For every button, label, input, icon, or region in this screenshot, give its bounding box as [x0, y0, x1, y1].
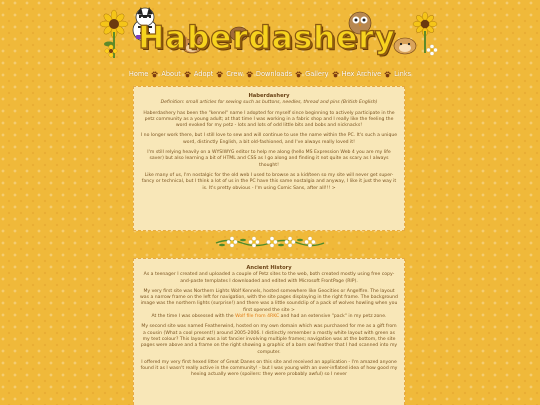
wolf-file-link[interactable]: Wolf file from 4RKC — [235, 314, 280, 320]
site-header — [0, 0, 540, 64]
daisy-divider — [214, 234, 326, 250]
site-title: Haberdashery — [138, 20, 396, 56]
nav-item-gallery[interactable]: Gallery — [305, 70, 329, 78]
paw-icon — [184, 71, 191, 78]
history-paragraph: As a teenager I created and uploaded a couple of Petz sites to the web, both created mostly using free copy-and-paste templates I downloaded and edited with Microsoft FrontPage (RIP). — [143, 272, 395, 284]
history-text: At the time I was obsessed with the — [151, 314, 234, 320]
paw-icon — [246, 71, 253, 78]
intro-paragraph: Haberdashery has been the "kennel" name I adopted for myself since beginning to actively participate in the petz community as a young adult; at that time I was working in a fabric shop and I really like the feeling the word evoked for my petz - lots and lots of odd little bits and bobs and nicknacks! — [143, 110, 395, 129]
nav-item-hex-archive[interactable]: Hex Archive — [341, 70, 382, 78]
main-nav — [0, 68, 540, 80]
history-paragraph: My very first site was Northern Lights Wolf Kennels, hosted somewhere like Geocities or Angelfire. The layout was a narrow frame on the left for navigation, with the site pages displaying in the right frame. The background image was the northern lights (surprise!) and there was a little soundclip of a pack of wolves howling when you first opened the site > — [140, 288, 398, 313]
history-heading: Ancient History — [246, 265, 292, 271]
intro-heading: Haberdashery — [248, 93, 290, 99]
history-paragraph: I offered my very first hexed litter of Great Danes on this site and received an application - I'm amazed anyone found it as I wasn't really active in the community! - but I was young with an over-inflated idea of how good my hexing actually were (spoilers: they were probably awful) so I never — [140, 359, 398, 378]
history-paragraph: My second site was named Featherwind, hosted on my own domain which was purchased for me as a gift from a cousin (What a cool present!) around 2005-2006. I distinctly remember a mostly white layout with green as my text colour? This layout was a lot fancier involving multiple frames; navigation was at the bottom, the site pages were above and a frame on the right showing a graphic of a barn owl feather that I had scanned into my computer. — [140, 324, 398, 355]
nav-item-crew[interactable]: Crew — [226, 70, 243, 78]
paw-icon — [216, 71, 223, 78]
history-paragraph — [140, 314, 398, 320]
nav-item-about[interactable]: About — [161, 70, 181, 78]
history-text: and had an extensive "pack" in my petz zone. — [280, 314, 387, 320]
nav-item-downloads[interactable]: Downloads — [255, 70, 293, 78]
intro-paragraph: I'm still relying heavily on a WYSIWYG editor to help me along (hello MS Expression Web 4 you are my life saver) but also learning a bit of HTML and CSS as I go along and finding it not quite as scary as I always thought! — [147, 150, 391, 168]
history-panel — [133, 258, 405, 405]
nav-item-home[interactable]: Home — [128, 70, 149, 78]
paw-icon — [295, 71, 302, 78]
intro-paragraph: Like many of us, I'm nostalgic for the old web I used to browse as a kid/teen so my site will never get super-fancy or technical, but I think a lot of us in the PC have this same nostalgia and anyway, I like it just the way it is. It's pretty obvious - I'm using Comic Sans, after all!!! > — [141, 172, 397, 191]
nav-item-links[interactable]: Links — [394, 70, 412, 78]
paw-icon — [151, 71, 158, 78]
nav-item-adopt[interactable]: Adopt — [193, 70, 214, 78]
paw-icon — [332, 71, 339, 78]
intro-panel — [133, 86, 405, 231]
intro-paragraph: I no longer work there, but I still love to sew and will continue to use the name within the PC. It's such a unique word, distinctly English, a bit old-fashioned, and I've always really loved it! — [140, 133, 398, 145]
intro-definition: Definition: small articles for sewing such as buttons, needles, thread and pins (British English) — [160, 100, 378, 106]
daisy-decoration-right — [426, 44, 438, 56]
paw-icon — [384, 71, 391, 78]
